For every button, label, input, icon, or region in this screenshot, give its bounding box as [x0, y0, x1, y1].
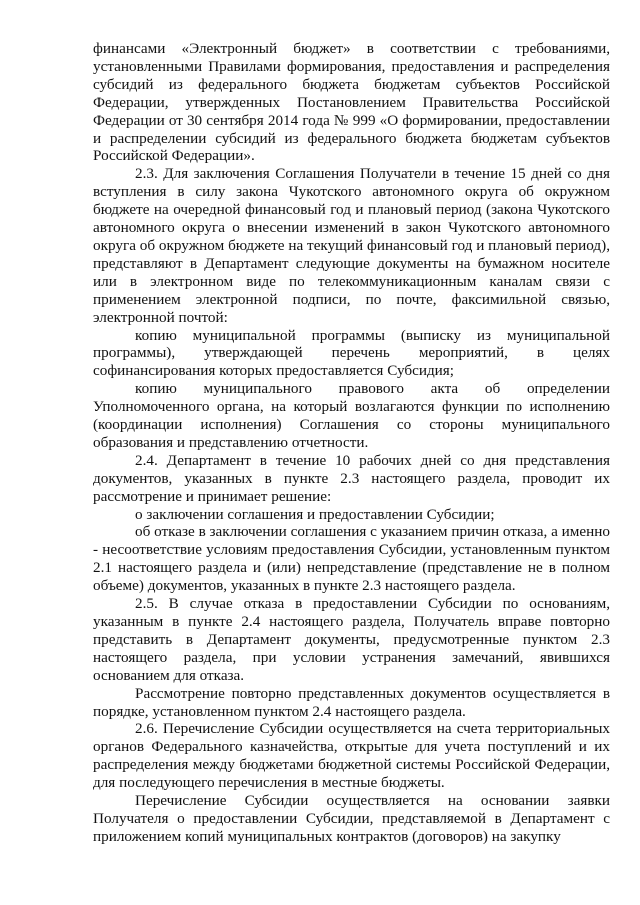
paragraph-continuation: финансами «Электронный бюджет» в соответствии с требованиями, установленными Правилами формирования, предоставления и распределения субсидий из федерального бюджета бюджетам субъектов Российской Федерации, утвержденных Постановлением Правительства Российской Федерации от 30 сентября 2014 года № 999 «О формировании, предоставлении и распределении субсидий из федерального бюджета бюджетам субъектов Российской Федерации».: [93, 40, 610, 165]
paragraph-decision-refuse: об отказе в заключении соглашения с указанием причин отказа, а именно - несоответствие условиям предоставления Субсидии, установленным пунктом 2.1 настоящего раздела и (или) непредставление (представление не в полном объеме) документов, указанных в пункте 2.3 настоящего раздела.: [93, 523, 610, 595]
document-body: [93, 40, 610, 846]
paragraph-municipal-program-copy: копию муниципальной программы (выписку из муниципальной программы), утверждающей перечень мероприятий, в целях софинансирования которых предоставляется Субсидия;: [93, 326, 610, 380]
paragraph-resubmission: Рассмотрение повторно представленных документов осуществляется в порядке, установленном пунктом 2.4 настоящего раздела.: [93, 684, 610, 720]
paragraph-2-5: 2.5. В случае отказа в предоставлении Субсидии по основаниям, указанным в пункте 2.4 настоящего раздела, Получатель вправе повторно представить в Департамент документы, предусмотренные пунктом 2.3 настоящего раздела, при условии устранения замечаний, явившихся основанием для отказа.: [93, 595, 610, 684]
paragraph-2-6: 2.6. Перечисление Субсидии осуществляется на счета территориальных органов Федерального казначейства, открытые для учета поступлений и их распределения между бюджетами бюджетной системы Российской Федерации, для последующего перечисления в местные бюджеты.: [93, 720, 610, 792]
paragraph-2-3: 2.3. Для заключения Соглашения Получатели в течение 15 дней со дня вступления в силу закона Чукотского автономного округа об окружном бюджете на очередной финансовый год и плановый период (закона Чукотского автономного округа о внесении изменений в закон Чукотского автономного округа об окружном бюджете на текущий финансовый год и плановый период), представляют в Департамент следующие документы на бумажном носителе или в электронном виде по телекоммуникационным каналам связи с применением электронной подписи, по почте, факсимильной связью, электронной почтой:: [93, 165, 610, 326]
paragraph-2-4: 2.4. Департамент в течение 10 рабочих дней со дня представления документов, указанных в пункте 2.3 настоящего раздела, проводит их рассмотрение и принимает решение:: [93, 451, 610, 505]
paragraph-decision-approve: о заключении соглашения и предоставлении Субсидии;: [135, 505, 495, 523]
paragraph-legal-act-copy: копию муниципального правового акта об определении Уполномоченного органа, на который возлагаются функции по исполнению (координации исполнения) Соглашения со стороны муниципального образования и представлению отчетности.: [93, 380, 610, 451]
paragraph-transfer-basis: Перечисление Субсидии осуществляется на основании заявки Получателя о предоставлении Субсидии, представляемой в Департамент с приложением копий муниципальных контрактов (договоров) на закупку: [93, 792, 610, 845]
